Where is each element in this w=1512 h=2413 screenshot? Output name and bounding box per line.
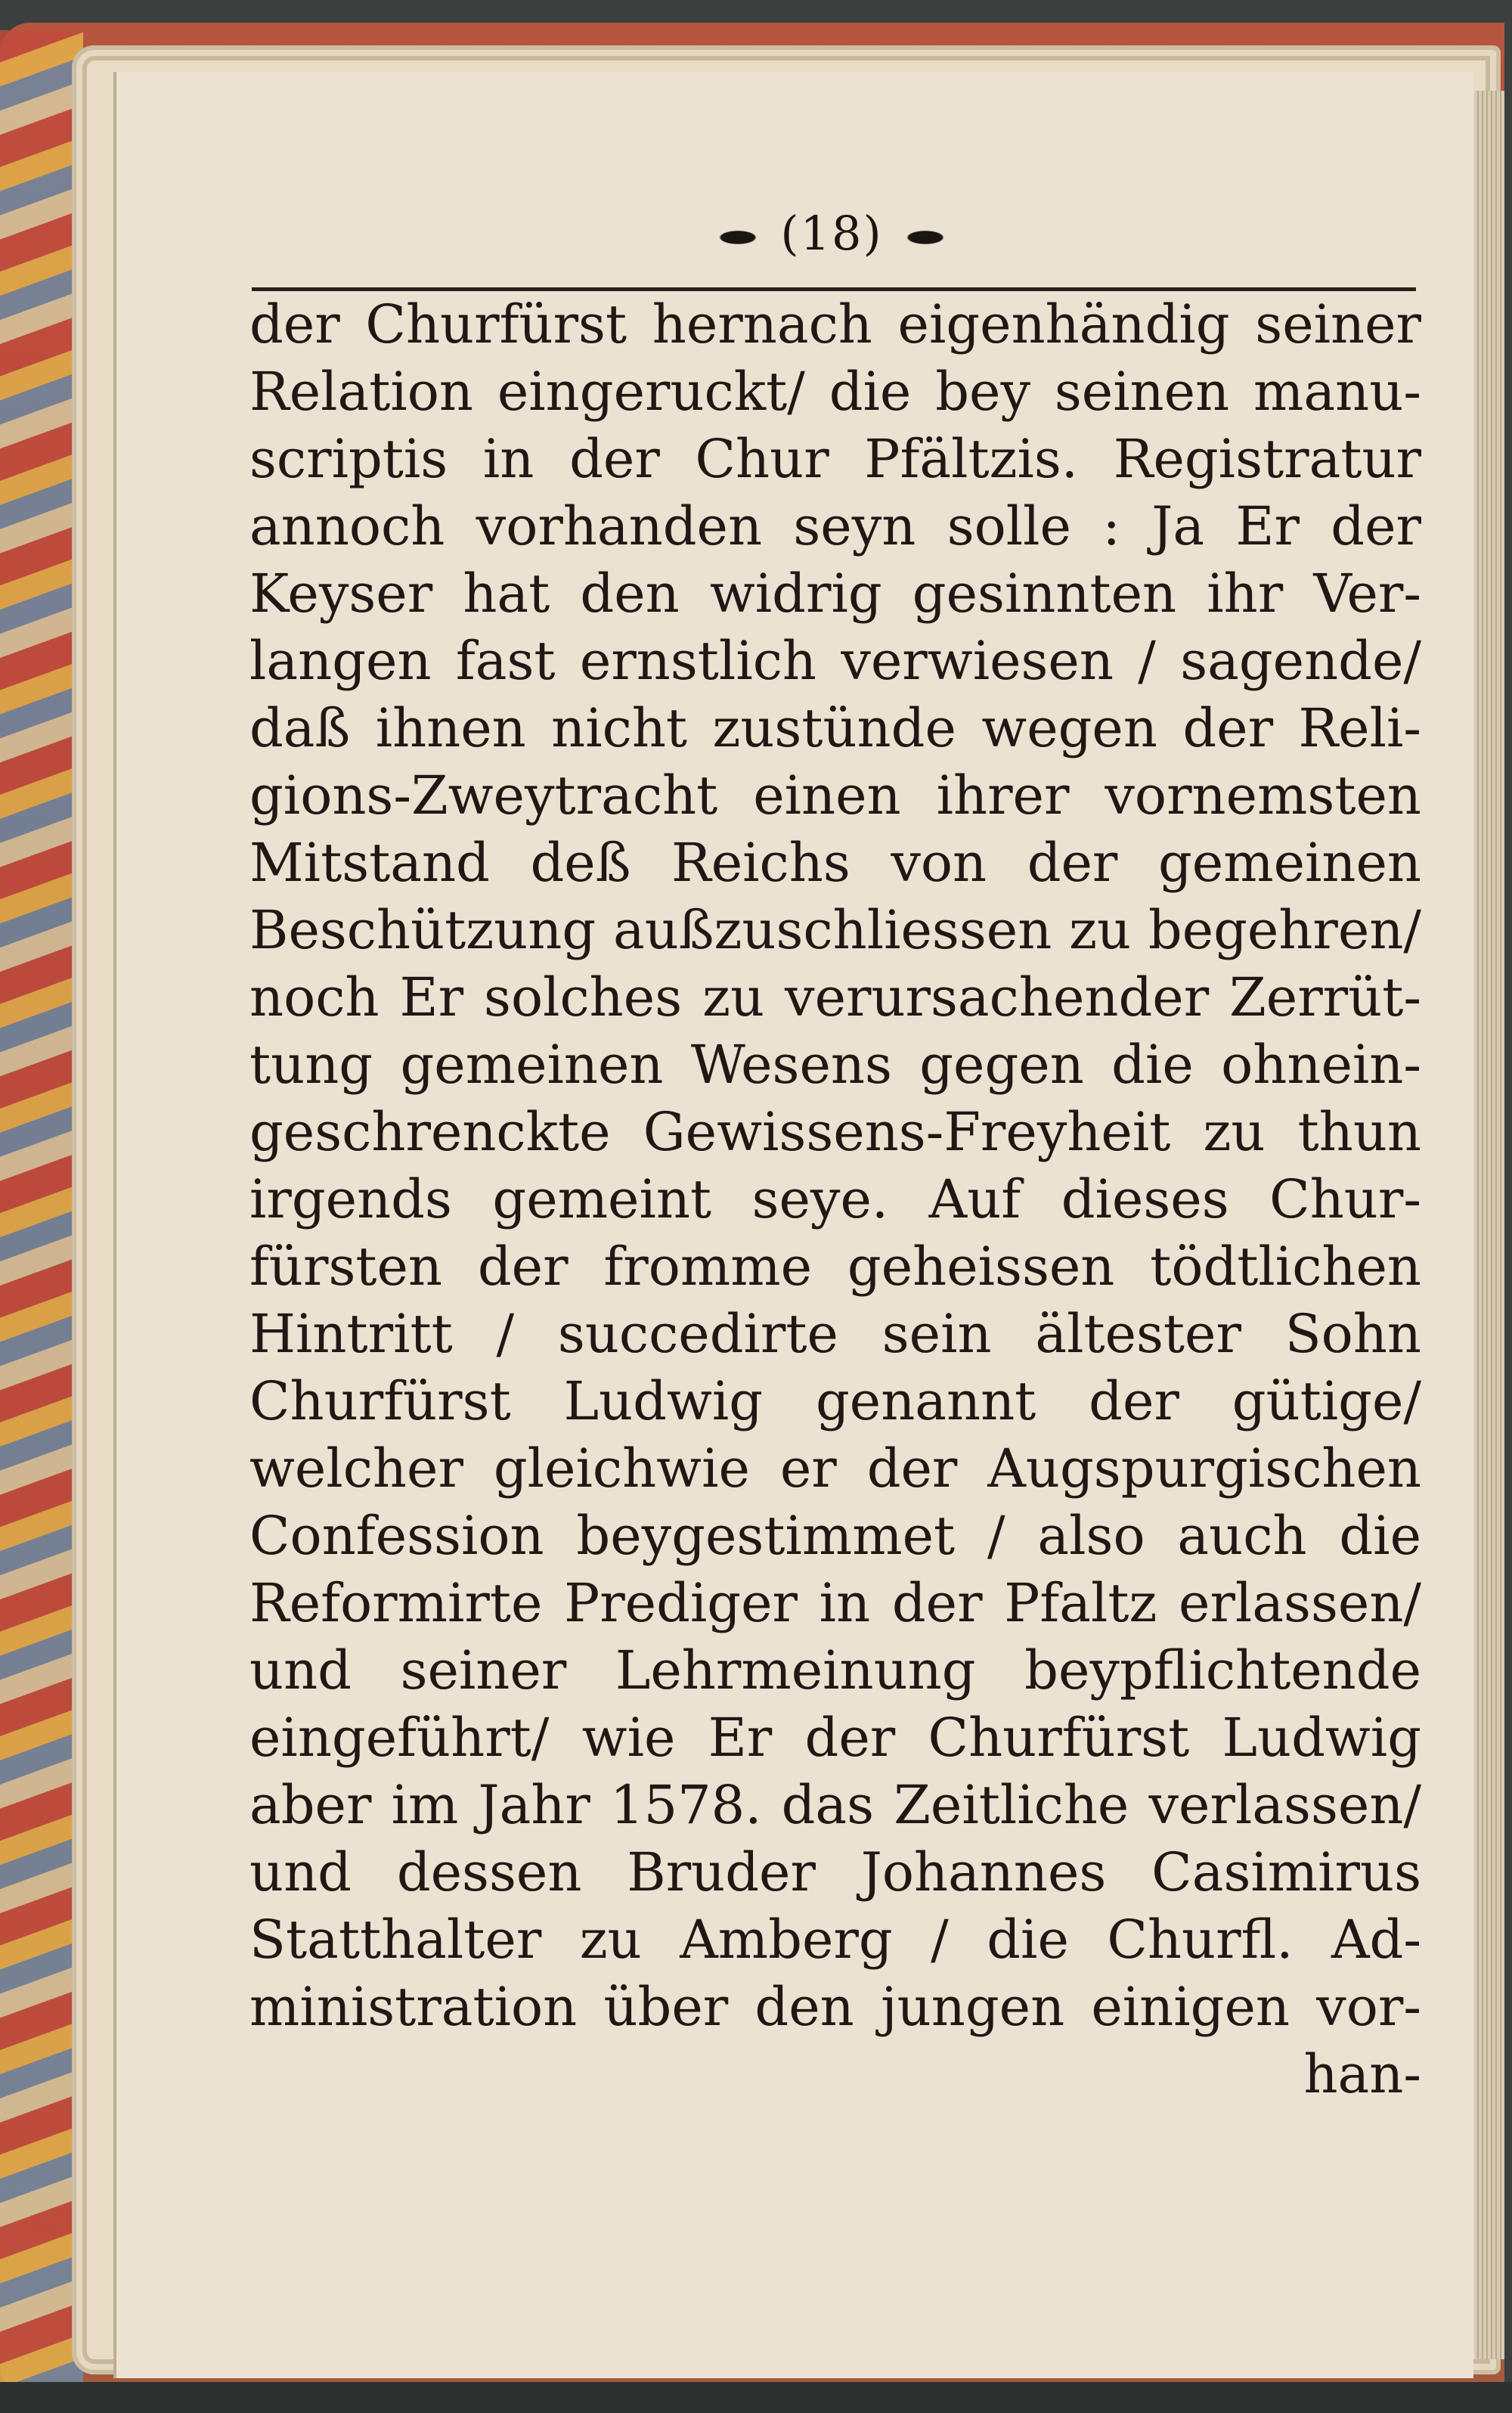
page-header bbox=[620, 206, 1043, 261]
text-line: der Churfürst hernach eigenhändig seiner bbox=[249, 293, 1421, 355]
text-line: welcher gleichwie er der Augspurgischen bbox=[249, 1438, 1421, 1500]
page-text bbox=[249, 291, 1421, 2108]
text-line: fürsten der fromme geheissen tödtlichen bbox=[249, 1236, 1421, 1298]
text-line: scriptis in der Chur Pfältzis. Registratur bbox=[249, 428, 1421, 490]
text-line: Mitstand deß Reichs von der gemeinen bbox=[249, 832, 1421, 894]
text-line: Beschützung außzuschliessen zu begehren/ bbox=[249, 899, 1421, 961]
text-line: daß ihnen nicht zustünde wegen der Reli- bbox=[249, 697, 1421, 759]
text-line: Reformirte Prediger in der Pfaltz erlassen/ bbox=[249, 1572, 1421, 1634]
page-edges-right bbox=[1474, 91, 1504, 2359]
text-line: Statthalter zu Amberg / die Churfl. Ad- bbox=[249, 1909, 1421, 1971]
page-number: (18) bbox=[780, 206, 883, 261]
text-line: Relation eingeruckt/ die bey seinen manu- bbox=[249, 361, 1421, 423]
text-line: gions-Zweytracht einen ihrer vornemsten bbox=[249, 765, 1421, 827]
marbled-edge bbox=[0, 30, 83, 2390]
ornament-right-icon bbox=[899, 228, 952, 247]
text-line: Confession beygestimmet / also auch die bbox=[249, 1505, 1421, 1567]
text-line: Churfürst Ludwig genannt der gütige/ bbox=[249, 1370, 1421, 1432]
text-line: langen fast ernstlich verwiesen / sagende/ bbox=[249, 630, 1421, 692]
text-line: ministration über den jungen einigen vor- bbox=[249, 1976, 1421, 2038]
text-line: Hintritt / succedirte sein ältester Sohn bbox=[249, 1303, 1421, 1365]
text-line: und dessen Bruder Johannes Casimirus bbox=[249, 1841, 1421, 1903]
background-bottom bbox=[0, 2382, 1512, 2413]
text-line: eingeführt/ wie Er der Churfürst Ludwig bbox=[249, 1707, 1421, 1769]
text-line: geschrenckte Gewissens-Freyheit zu thun bbox=[249, 1101, 1421, 1163]
text-line: irgends gemeint seye. Auf dieses Chur- bbox=[249, 1168, 1421, 1230]
text-line: annoch vorhanden seyn solle : Ja Er der bbox=[249, 495, 1421, 557]
text-line: noch Er solches zu verursachender Zerrüt- bbox=[249, 966, 1421, 1028]
text-line: tung gemeinen Wesens gegen die ohnein- bbox=[249, 1034, 1421, 1096]
catchword: han- bbox=[1303, 2043, 1421, 2105]
text-line: Keyser hat den widrig gesinnten ihr Ver- bbox=[249, 563, 1421, 625]
text-line: und seiner Lehrmeinung beypflichtende bbox=[249, 1639, 1421, 1701]
ornament-left-icon bbox=[711, 228, 764, 247]
text-line: aber im Jahr 1578. das Zeitliche verlassen/ bbox=[249, 1774, 1421, 1836]
